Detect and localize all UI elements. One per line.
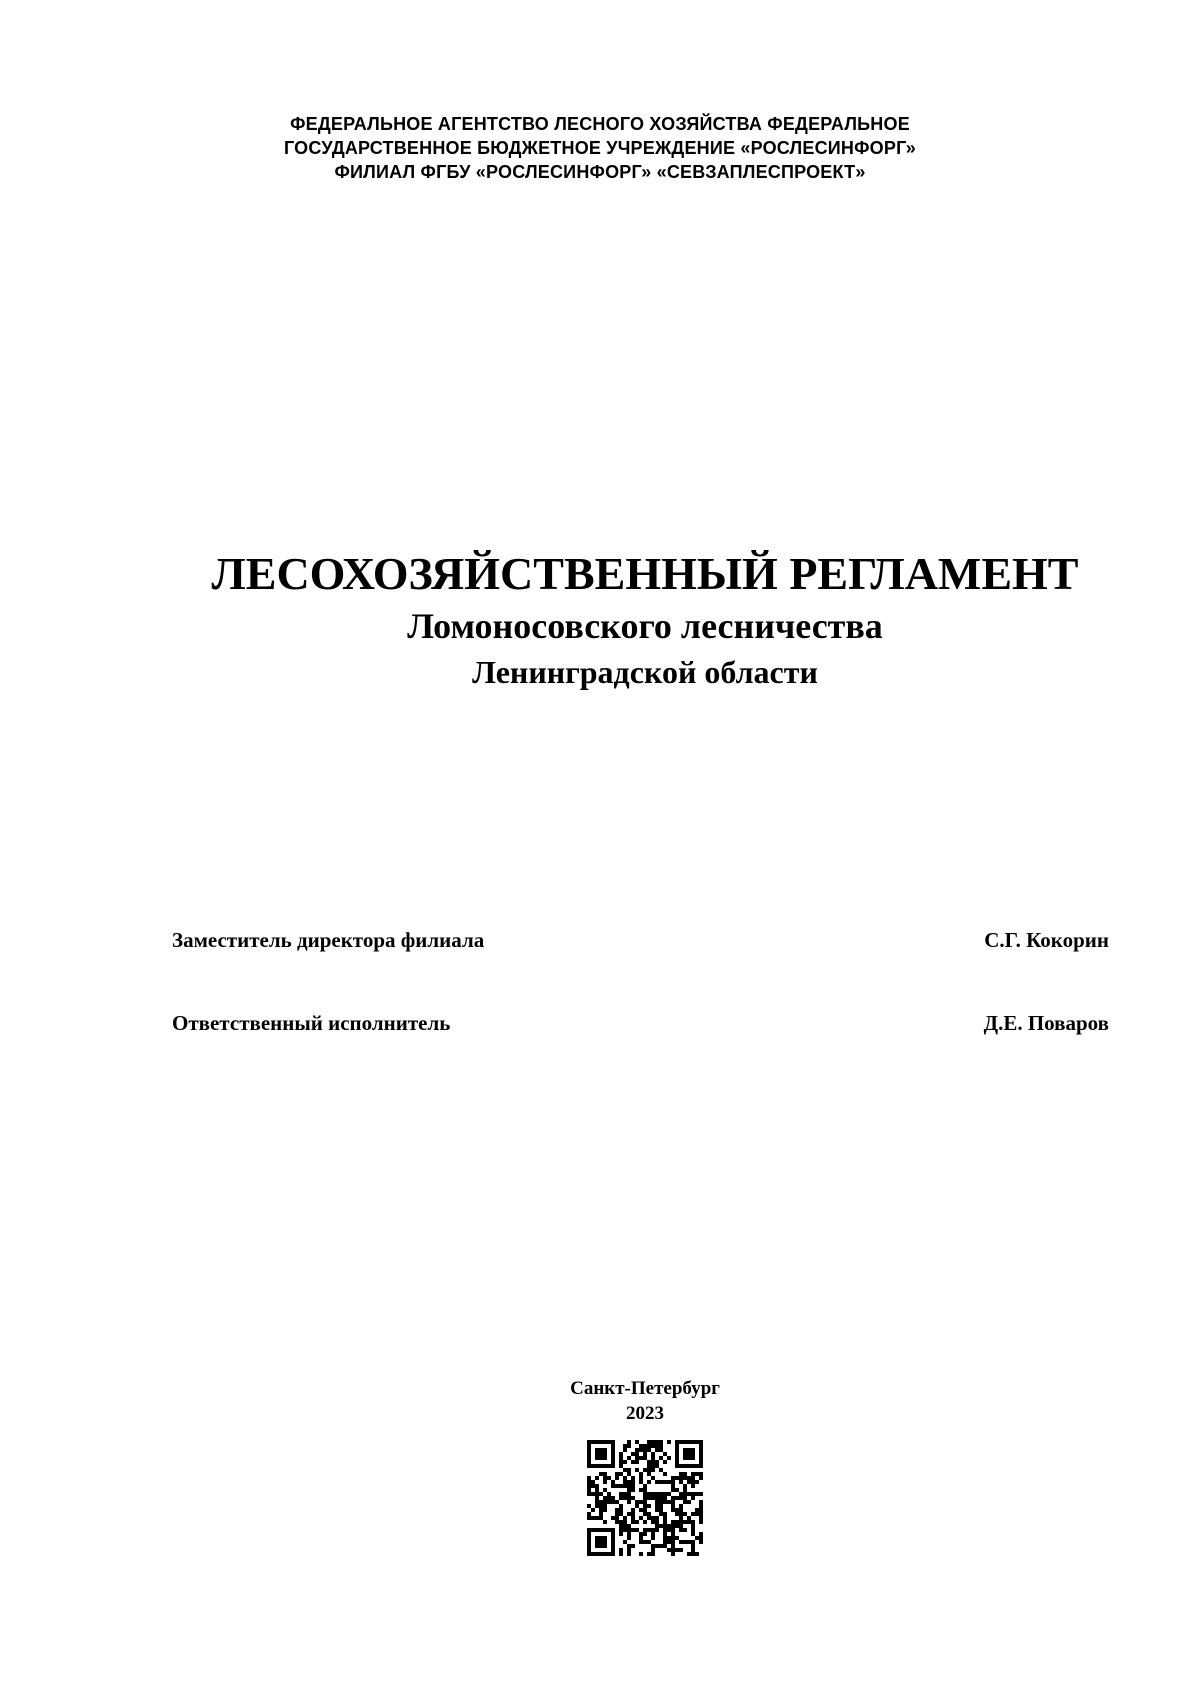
document-subtitle-forestry: Ломоносовского лесничества: [407, 606, 883, 646]
document-title: ЛЕСОХОЗЯЙСТВЕННЫЙ РЕГЛАМЕНТ: [211, 548, 1079, 599]
qr-code-icon: [587, 1440, 703, 1556]
document-title-block: [180, 546, 1110, 694]
organization-header: [0, 112, 1200, 184]
header-line-3: ФИЛИАЛ ФГБУ «РОСЛЕСИНФОРГ» «СЕВЗАПЛЕСПРОЕКТ»: [334, 162, 866, 182]
document-subtitle-region: Ленинградской области: [472, 654, 818, 690]
header-line-1: ФЕДЕРАЛЬНОЕ АГЕНТСТВО ЛЕСНОГО ХОЗЯЙСТВА ФЕДЕРАЛЬНОЕ: [290, 114, 910, 134]
signature-name: С.Г. Кокорин: [984, 928, 1109, 952]
signature-name: Д.Е. Поваров: [983, 1011, 1109, 1035]
header-line-2: ГОСУДАРСТВЕННОЕ БЮДЖЕТНОЕ УЧРЕЖДЕНИЕ «РОСЛЕСИНФОРГ»: [284, 138, 916, 158]
footer-year: 2023: [626, 1403, 664, 1424]
signature-role: Ответственный исполнитель: [172, 1011, 451, 1035]
footer-city: Санкт-Петербург: [570, 1378, 720, 1399]
document-footer: [0, 1376, 1200, 1426]
signature-role: Заместитель директора филиала: [172, 928, 485, 952]
